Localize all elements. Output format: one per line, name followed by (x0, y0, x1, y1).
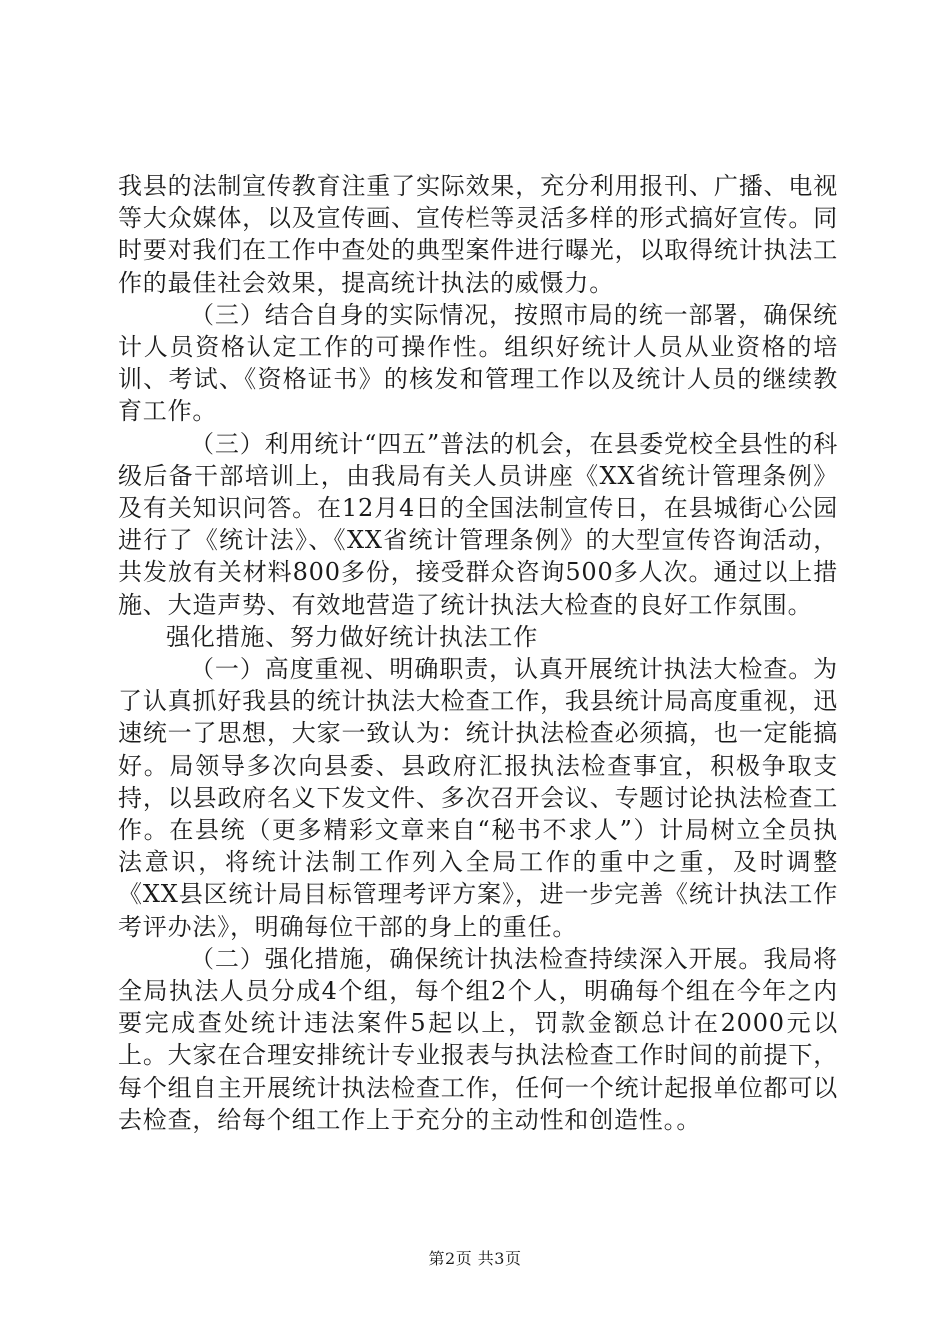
paragraph-qualification: （三）结合自身的实际情况，按照市局的统一部署，确保统计人员资格认定工作的可操作性。组织好统计人员从业资格的培训、考试、《资格证书》的核发和管理工作以及统计人员的继续教育工作。 (118, 300, 838, 426)
paragraph-legal-publicity: 我县的法制宣传教育注重了实际效果，充分利用报刊、广播、电视等大众媒体，以及宣传画、宣传栏等灵活多样的形式搞好宣传。同时要对我们在工作中查处的典型案件进行曝光，以取得统计执法工作的最佳社会效果，提高统计执法的威慑力。 (118, 172, 838, 297)
paragraph-measures: （二）强化措施，确保统计执法检查持续深入开展。我局将全局执法人员分成4个组，每个组2个人，明确每个组在今年之内要完成查处统计违法案件5起以上，罚款金额总计在2000元以上。大家在合理安排统计专业报表与执法检查工作时间的前提下，每个组自主开展统计执法检查工作，任何一个统计起报单位都可以去检查，给每个组工作上于充分的主动性和创造性。。 (118, 944, 838, 1134)
section-heading: 强化措施、努力做好统计执法工作 (166, 622, 538, 651)
document-body (118, 170, 838, 1136)
paragraph-law-popularization: （三）利用统计“四五”普法的机会，在县委党校全县性的科级后备干部培训上，由我局有关人员讲座《XX省统计管理条例》及有关知识问答。在12月4日的全国法制宣传日，在县城街心公园进行了《统计法》、《XX省统计管理条例》的大型宣传咨询活动，共发放有关材料800多份，接受群众咨询500多人次。通过以上措施、大造声势、有效地营造了统计执法大检查的良好工作氛围。 (118, 429, 838, 619)
page-number: 第2页 共3页 (428, 1249, 522, 1268)
paragraph-attention: （一）高度重视、明确职责，认真开展统计执法大检查。为了认真抓好我县的统计执法大检查工作，我县统计局高度重视，迅速统一了思想，大家一致认为：统计执法检查必须搞，也一定能搞好。局领导多次向县委、县政府汇报执法检查事宜，积极争取支持，以县政府名义下发文件、多次召开会议、专题讨论执法检查工作。在县统（更多精彩文章来自“秘书不求人”）计局树立全员执法意识，将统计法制工作列入全局工作的重中之重，及时调整《XX县区统计局目标管理考评方案》，进一步完善《统计执法工作考评办法》，明确每位干部的身上的重任。 (118, 655, 838, 941)
